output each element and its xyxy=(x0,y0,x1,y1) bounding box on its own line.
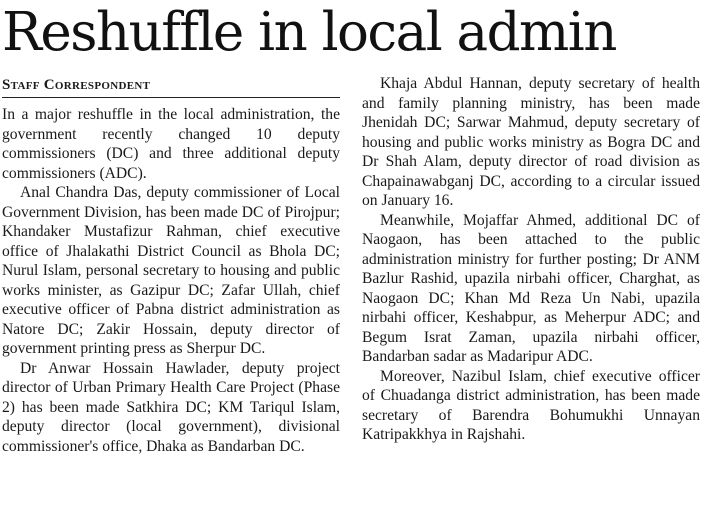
article-paragraph: Khaja Abdul Hannan, deputy secretary of health and family planning ministry, has been made Jhenidah DC; Sarwar Mahmud, deputy secretary of housing and public works ministry as Bogra DC and Dr Shah Alam, deputy director of road division as Chapainawabganj DC, according to a circular issued on January 16. xyxy=(362,75,700,209)
article-paragraph: Meanwhile, Mojaffar Ahmed, additional DC of Naogaon, has been attached to the public administration ministry for further posting; Dr ANM Bazlur Rashid, upazila nirbahi officer, Charghat, as Naogaon DC; Khan Md Reza Un Nabi, upazila nirbahi officer, Keshabpur, as Meherpur ADC; and Begum Israt Zaman, upazila nirbahi officer, Bandarban sadar as Madaripur ADC. xyxy=(362,211,700,365)
article-column-right xyxy=(362,74,700,445)
article-column-left xyxy=(2,74,340,456)
article-paragraph: Dr Anwar Hossain Hawlader, deputy project director of Urban Primary Health Care Project (Phase 2) has been made Satkhira DC; KM Tariqul Islam, deputy director (local government), divisional commissioner's office, Dhaka as Bandarban DC. xyxy=(2,359,340,455)
article-paragraph: Moreover, Nazibul Islam, chief executive officer of Chuadanga district administration, has been made secretary of Barendra Bohumukhi Unnayan Katripakkhya in Rajshahi. xyxy=(362,367,700,443)
article-paragraph: Anal Chandra Das, deputy commissioner of Local Government Division, has been made DC of Pirojpur; Khandaker Mustafizur Rahman, chief executive office of Jhalakathi District Council as Bhola DC; Nurul Islam, personal secretary to housing and public works minister, as Gazipur DC; Zafar Ullah, chief executive officer of Pabna district administration as Natore DC; Zakir Hossain, deputy director of government printing press as Sherpur DC. xyxy=(2,184,340,357)
byline: Staff Correspondent xyxy=(2,74,340,98)
headline: Reshuffle in local admin xyxy=(2,2,616,63)
article-paragraph: In a major reshuffle in the local administration, the government recently changed 10 deputy commissioners (DC) and three additional deputy commissioners (ADC). xyxy=(2,106,340,182)
